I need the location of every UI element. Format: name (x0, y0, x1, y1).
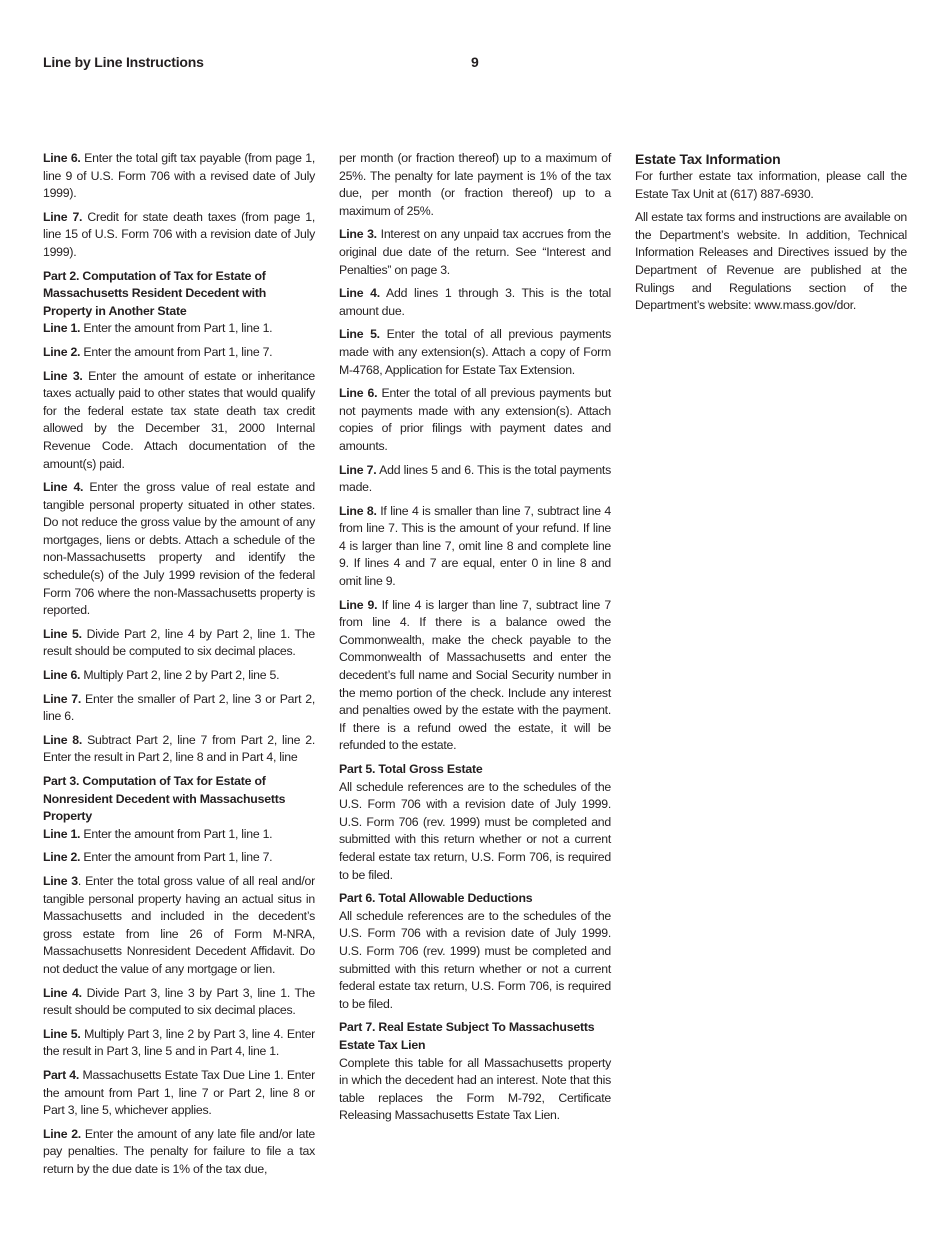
column-2 (339, 150, 611, 1125)
line-label: Line 3. (339, 227, 377, 242)
instruction-paragraph (43, 1026, 315, 1061)
line-label: Line 4. (339, 286, 380, 301)
line-label: Line 2. (43, 1126, 81, 1141)
info-paragraph: All estate tax forms and instructions are available on the Department’s website. In addition, Technical Information Releases and Directives issued by the Department of Revenue are published at the Rulings and Regulations section of the Department’s website: www.mass.gov/dor. (635, 210, 907, 313)
line-label: Part 4. (43, 1067, 80, 1082)
estate-tax-info-heading: Estate Tax Information (635, 151, 781, 167)
instruction-paragraph (339, 597, 611, 755)
section-heading-part-7: Part 7. Real Estate Subject To Massachusetts Estate Tax Lien (339, 1020, 595, 1052)
line-text: If line 4 is larger than line 7, subtract line 7 from line 4. If there is a balance owed the Commonwealth, make the check payable to the Commonwealth of Massachusetts and enter the decedent’s full name and Social Security number in the memo portion of the check. Include any interest and penalties owed by the estate with the payment. If there is a refund owed the estate, it will be refunded to the estate. (339, 597, 611, 753)
section-text: Complete this table for all Massachusetts property in which the decedent had an interest. Note that this table replaces the Form M-792, Certificate Releasing Massachusetts Estate Tax Lien. (339, 1055, 611, 1123)
line-text: . Enter the total gross value of all real and/or tangible personal property having an actual situs in Massachusetts and included in the decedent’s gross estate from line 26 of Form M-NRA, Massachusetts Nonresident Decedent Affidavit. Do not deduct the value of any mortgage or lien. (43, 873, 315, 976)
line-label: Line 1. (43, 321, 81, 336)
section-heading-part-5: Part 5. Total Gross Estate (339, 762, 483, 776)
line-text: Enter the total gift tax payable (from page 1, line 9 of U.S. Form 706 with a revised date of July 1999). (43, 151, 315, 201)
section-text: All schedule references are to the schedules of the U.S. Form 706 with a revision date of July 1999. U.S. Form 706 (rev. 1999) must be completed and submitted with this return whether or not a current federal estate tax return, U.S. Form 706, is required to be filed. (339, 779, 611, 882)
instruction-paragraph (43, 344, 315, 362)
line-text: Divide Part 3, line 3 by Part 3, line 1. The result should be computed to six decimal places. (43, 985, 315, 1018)
instruction-paragraph (339, 226, 611, 279)
instruction-paragraph (43, 849, 315, 867)
instruction-paragraph (43, 691, 315, 726)
page-number: 9 (471, 54, 479, 70)
line-label: Line 2. (43, 344, 81, 359)
instruction-paragraph (339, 462, 611, 497)
instruction-paragraph (339, 326, 611, 379)
line-text: Enter the amount of any late file and/or late pay penalties. The penalty for failure to file a tax return by the due date is 1% of the tax due, (43, 1126, 316, 1176)
line-text: Enter the amount of estate or inheritance taxes actually paid to other states that would qualify for the federal estate tax state death tax credit allowed by the December 31, 2000 Internal Revenue Code. Attach documentation of the amount(s) paid. (43, 368, 316, 471)
line-label: Line 2. (43, 850, 81, 865)
page-header-title: Line by Line Instructions (43, 54, 204, 70)
instruction-paragraph (339, 385, 611, 455)
line-label: Line 9. (339, 597, 378, 612)
line-text: Multiply Part 3, line 2 by Part 3, line 4. Enter the result in Part 3, line 5 and in Part 4, line 1. (43, 1026, 316, 1059)
line-text: Enter the amount from Part 1, line 1. (80, 321, 273, 336)
line-text: Multiply Part 2, line 2 by Part 2, line 5. (80, 668, 280, 683)
instruction-paragraph: per month (or fraction thereof) up to a maximum of 25%. The penalty for late payment is 1% of the tax due, per month (or fraction thereof) up to a maximum of 25%. (339, 151, 611, 218)
instruction-paragraph (43, 732, 315, 767)
column-1 (43, 150, 315, 1178)
instruction-paragraph (43, 873, 315, 979)
line-label: Line 1. (43, 826, 81, 841)
line-text: Enter the gross value of real estate and tangible personal property situated in other states. Do not reduce the gross value by the amount of any mortgages, liens or debts. Attach a schedule of the non-Massachusetts property and identify the schedule(s) of the July 1999 revision of the federal Form 706 where the non-Massachusetts property is reported. (43, 480, 315, 618)
line-text: Enter the total of all previous payments made with any extension(s). Attach a copy of Form M-4768, Application for Estate Tax Extension. (339, 327, 612, 377)
instruction-paragraph (43, 826, 315, 844)
line-label: Line 3. (43, 368, 83, 383)
line-label: Line 6. (43, 668, 81, 683)
line-text: Massachusetts Estate Tax Due Line 1. Enter the amount from Part 1, line 7 or Part 2, line 8 or Part 3, line 5, whichever applies. (43, 1067, 315, 1118)
line-label: Line 5. (43, 626, 82, 641)
line-label: Line 6. (339, 386, 378, 401)
line-label: Line 8. (43, 732, 83, 747)
line-label: Line 7. (339, 462, 377, 477)
instruction-paragraph (43, 368, 315, 474)
line-label: Line 5. (43, 1026, 81, 1041)
line-text: If line 4 is smaller than line 7, subtract line 4 from line 7. This is the amount of your refund. If line 4 is larger than line 7, omit line 8 and complete line 9. If lines 4 and 7 are equal, enter 0 in line 8 and omit line 9. (339, 503, 611, 589)
line-text: Interest on any unpaid tax accrues from the original due date of the return. See “Interest and Penalties” on page 3. (339, 227, 612, 277)
line-label: Line 3 (43, 873, 78, 888)
line-text: Credit for state death taxes (from page 1, line 15 of U.S. Form 706 with a revision date of July 1999). (43, 209, 316, 259)
line-text: Enter the smaller of Part 2, line 3 or Part 2, line 6. (43, 691, 316, 724)
info-paragraph: For further estate tax information, please call the Estate Tax Unit at (617) 887-6930. (635, 169, 907, 201)
instruction-paragraph (339, 285, 611, 320)
line-label: Line 5. (339, 327, 380, 342)
instruction-paragraph (43, 1126, 315, 1179)
line-label: Line 8. (339, 503, 377, 518)
line-text: Subtract Part 2, line 7 from Part 2, line 2. Enter the result in Part 2, line 8 and in Part 4, line (43, 732, 315, 765)
instruction-paragraph (339, 503, 611, 591)
line-label: Line 4. (43, 480, 84, 495)
section-heading-part-3: Part 3. Computation of Tax for Estate of Nonresident Decedent with Massachusetts Property (43, 774, 286, 824)
line-text: Add lines 5 and 6. This is the total payments made. (339, 462, 612, 495)
instruction-paragraph (43, 320, 315, 338)
instruction-paragraph (43, 150, 315, 203)
line-text: Enter the total of all previous payments but not payments made with any extension(s). Attach copies of prior filings with payment dates and amounts. (339, 386, 611, 453)
instruction-paragraph (43, 985, 315, 1020)
line-text: Enter the amount from Part 1, line 7. (80, 344, 273, 359)
instruction-paragraph (43, 479, 315, 620)
line-text: Add lines 1 through 3. This is the total amount due. (339, 286, 611, 318)
instruction-paragraph (43, 626, 315, 661)
line-text: Enter the amount from Part 1, line 7. (80, 850, 273, 865)
line-text: Divide Part 2, line 4 by Part 2, line 1. The result should be computed to six decimal places. (43, 626, 315, 659)
section-heading-part-2: Part 2. Computation of Tax for Estate of Massachusetts Resident Decedent with Property in Another State (43, 268, 267, 318)
line-label: Line 4. (43, 985, 82, 1000)
line-label: Line 6. (43, 151, 81, 165)
instruction-paragraph (43, 1067, 315, 1120)
section-heading-part-6: Part 6. Total Allowable Deductions (339, 891, 533, 906)
instruction-paragraph (43, 667, 315, 685)
line-label: Line 7. (43, 209, 83, 224)
column-3 (635, 150, 907, 315)
section-text: All schedule references are to the schedules of the U.S. Form 706 with a revision date of July 1999. U.S. Form 706 (rev. 1999) must be completed and submitted with this return whether or not a current federal estate tax return, U.S. Form 706, is required to be filed. (339, 908, 611, 1011)
instruction-paragraph (43, 209, 315, 262)
line-text: Enter the amount from Part 1, line 1. (80, 826, 273, 841)
line-label: Line 7. (43, 691, 82, 706)
